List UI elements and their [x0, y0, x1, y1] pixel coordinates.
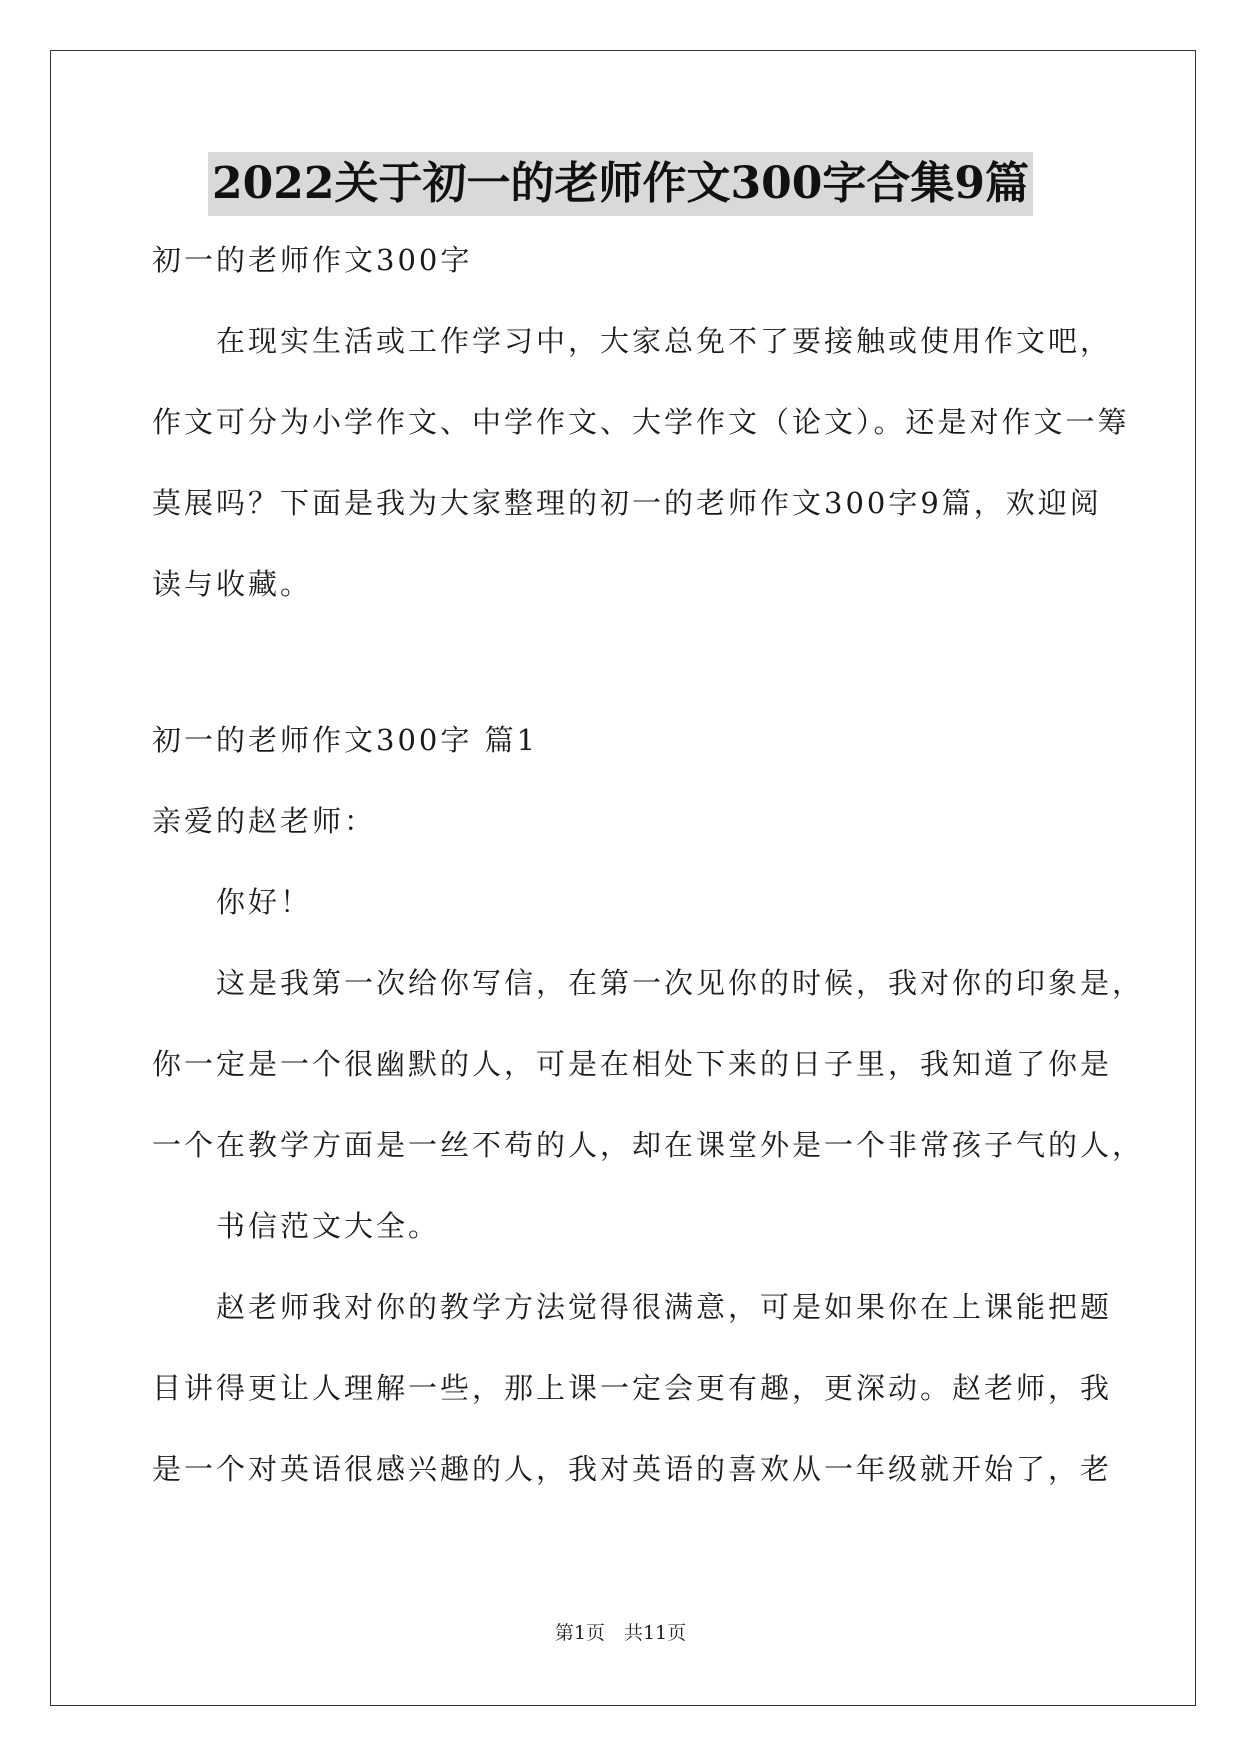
letter-greeting: 你好！: [216, 885, 313, 919]
document-body: [152, 232, 1145, 1522]
paragraph-line: 是一个对英语很感兴趣的人，我对英语的喜欢从一年级就开始了，老: [152, 1452, 1113, 1486]
title-container: [0, 152, 1241, 216]
paragraph-line: 这是我第一次给你写信，在第一次见你的时候，我对你的印象是，: [216, 966, 1145, 1000]
paragraph-line: 书信范文大全。: [216, 1209, 441, 1243]
section-heading: 初一的老师作文300字 篇1: [152, 723, 539, 757]
section-heading: 初一的老师作文300字: [152, 243, 473, 277]
document-title: 2022关于初一的老师作文300字合集9篇: [208, 152, 1033, 216]
page-footer: 第1页 共11页: [554, 1622, 687, 1644]
letter-salutation: 亲爱的赵老师：: [152, 804, 377, 838]
paragraph-line: 莫展吗？下面是我为大家整理的初一的老师作文300字9篇，欢迎阅: [152, 486, 1102, 520]
paragraph-line: 赵老师我对你的教学方法觉得很满意，可是如果你在上课能把题: [216, 1290, 1113, 1324]
paragraph-line: 读与收藏。: [152, 567, 313, 601]
paragraph-line: 在现实生活或工作学习中，大家总免不了要接触或使用作文吧，: [216, 324, 1113, 358]
paragraph-line: 一个在教学方面是一丝不苟的人，却在课堂外是一个非常孩子气的人，: [152, 1128, 1145, 1162]
paragraph-line: 目讲得更让人理解一些，那上课一定会更有趣，更深动。赵老师，我: [152, 1371, 1113, 1405]
section-gap: [152, 637, 1102, 712]
paragraph-line: 你一定是一个很幽默的人，可是在相处下来的日子里，我知道了你是: [152, 1047, 1113, 1081]
paragraph-line: 作文可分为小学作文、中学作文、大学作文（论文）。还是对作文一筹: [152, 405, 1130, 439]
